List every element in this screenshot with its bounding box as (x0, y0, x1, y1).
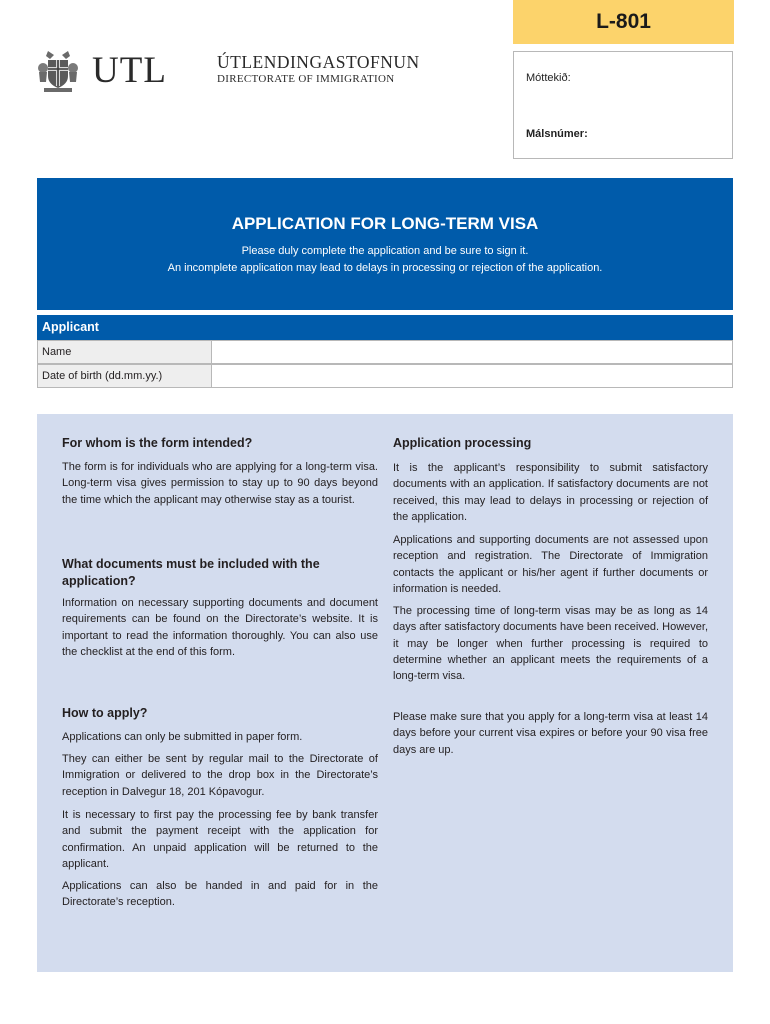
case-number-label: Málsnúmer: (526, 128, 588, 140)
date-of-birth-field[interactable] (213, 365, 732, 387)
processing-paragraph-4: Please make sure that you apply for a long-term visa at least 14 days before your current visa expires or before your 90 visa free days are up. (393, 711, 708, 756)
documents-text: Information on necessary supporting documents and document requirements can be found on the Directorate’s website. It is important to read the information thoroughly. You can also use the checklist at the end of this form. (62, 597, 378, 658)
apply-paragraph-3: It is necessary to first pay the processing fee by bank transfer and submit the payment receipt with the application for confirmation. An unpaid application will be returned to the applicant. (62, 809, 378, 870)
documents-heading: What documents must be included with the application? (62, 557, 320, 588)
form-title: APPLICATION FOR LONG-TERM VISA (231, 214, 539, 233)
office-use-box (513, 51, 733, 159)
date-of-birth-label: Date of birth (dd.mm.yy.) (38, 365, 212, 387)
how-to-apply-heading: How to apply? (62, 706, 148, 720)
applicant-section-header: Applicant (37, 315, 733, 340)
processing-paragraph-1: It is the applicant’s responsibility to submit satisfactory documents with an application. If satisfactory documents are not received, this may lead to delays in processing or rejection of the application. (393, 462, 708, 523)
agency-name-icelandic: ÚTLENDINGASTOFNUN (217, 52, 420, 72)
name-field[interactable] (213, 341, 732, 363)
name-label: Name (38, 341, 212, 363)
processing-paragraph-3: The processing time of long-term visas may be as long as 14 days after satisfactory documents have been received. However, it may be longer when further processing is required to determine whether an applicant meets the requirements of a long-term visa. (393, 605, 708, 683)
apply-paragraph-2: They can either be sent by regular mail to the Directorate of Immigration or delivered to the drop box in the Directorate’s reception in Dalvegur 18, 201 Kópavogur. (62, 753, 378, 798)
processing-paragraph-2: Applications and supporting documents are not assessed upon reception and registration. The Directorate of Immigration contacts the applicant or his/her agent if further documents or information is needed. (393, 534, 708, 595)
who-text: The form is for individuals who are applying for a long-term visa. Long-term visa gives permission to stay up to 90 days beyond the time which the applicant may otherwise stay as a tourist. (62, 461, 378, 506)
logo-text: UTL (92, 50, 167, 91)
coat-of-arms-icon (34, 46, 82, 94)
banner-instruction-1: Please duly complete the application and be sure to sign it. (241, 245, 529, 257)
name-row (37, 340, 733, 364)
who-heading: For whom is the form intended? (62, 436, 253, 450)
banner-instruction-2: An incomplete application may lead to delays in processing or rejection of the application. (167, 262, 603, 274)
date-of-birth-row (37, 364, 733, 388)
apply-paragraph-4: Applications can also be handed in and paid for in the Directorate’s reception. (62, 880, 378, 909)
processing-heading: Application processing (393, 436, 532, 450)
received-label: Móttekið: (526, 72, 571, 84)
title-banner (37, 178, 733, 310)
agency-name-english: DIRECTORATE OF IMMIGRATION (217, 73, 395, 85)
apply-paragraph-1: Applications can only be submitted in paper form. (62, 731, 303, 743)
form-code-badge: L-801 (513, 0, 734, 44)
